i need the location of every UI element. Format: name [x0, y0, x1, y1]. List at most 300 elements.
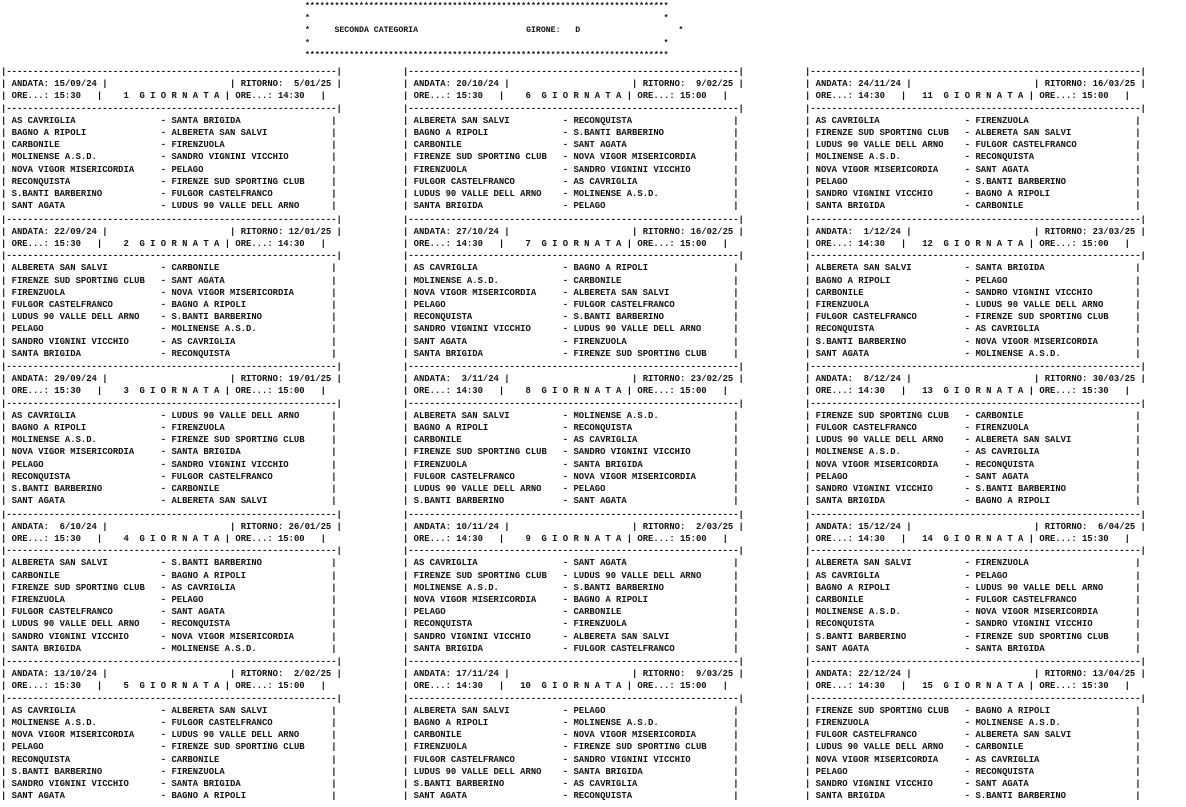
ore-ritorno-label: ORE...:	[235, 386, 273, 397]
andata-label: ANDATA:	[11, 226, 49, 237]
round-block: |--------------------------------------------------------------| | ANDATA: 27/10/24 | | RITORNO: 16/02/25 | | ORE...: 14:30 | 7 G I O R N A T A | ORE...: 15:00 | |--------------------------------------------------------------| | AS CAVRIGLIA - BAGNO A RIPOLI | | MOLINENSE A.S.D. - CARBONILE | | NOVA VIGOR MISERICORDIA - ALBERETA SAN SALVI | | PELAGO - FULGOR CASTELFRANCO | | RECONQUISTA - S.BANTI BARBERINO | | SANDRO VIGNINI VICCHIO - LUDUS 90 VALLE DELL ARNO | | SANT AGATA - FIRENZUOLA | | SANTA BRIGIDA - FIRENZE SUD SPORTING CLUB |	[403, 214, 744, 359]
ritorno-label: RITORNO:	[642, 79, 686, 90]
round-block: |--------------------------------------------------------------| | ANDATA: 1/12/24 | | RITORNO: 23/03/25 | | ORE...: 14:30 | 12 G I O R N A T A | ORE...: 15:00 | |--------------------------------------------------------------| | ALBERETA SAN SALVI - SANTA BRIGIDA | | BAGNO A RIPOLI - PELAGO | | CARBONILE - SANDRO VIGNINI VICCHIO | | FIRENZUOLA - LUDUS 90 VALLE DELL ARNO | | FULGOR CASTELFRANCO - FIRENZE SUD SPORTING CLUB | | RECONQUISTA - AS CAVRIGLIA | | S.BANTI BARBERINO - NOVA VIGOR MISERICORDIA | | SANT AGATA - MOLINENSE A.S.D. |	[805, 214, 1146, 359]
round-block: |--------------------------------------------------------------| | ANDATA: 22/12/24 | | RITORNO: 13/04/25 | | ORE...: 14:30 | 15 G I O R N A T A | ORE...: 15:30 | |--------------------------------------------------------------| | FIRENZE SUD SPORTING CLUB - BAGNO A RIPOLI | | FIRENZUOLA - MOLINENSE A.S.D. | | FULGOR CASTELFRANCO - ALBERETA SAN SALVI | | LUDUS 90 VALLE DELL ARNO - CARBONILE | | NOVA VIGOR MISERICORDIA - AS CAVRIGLIA | | PELAGO - RECONQUISTA | | SANDRO VIGNINI VICCHIO - SANT AGATA | | SANTA BRIGIDA - S.BANTI BARBERINO |	[805, 657, 1146, 802]
home-team: PELAGO	[815, 176, 848, 187]
divider-line: |--------------------------------------------------------------|	[403, 362, 744, 372]
match-row: | FIRENZUOLA - FIRENZE SUD SPORTING CLUB |	[403, 742, 739, 753]
ore-andata: 14:30	[858, 681, 885, 692]
home-team: FULGOR CASTELFRANCO	[11, 607, 113, 618]
andata-label: ANDATA:	[815, 226, 853, 237]
home-team: FIRENZE SUD SPORTING CLUB	[815, 410, 949, 421]
ore-ritorno: 15:00	[1081, 238, 1109, 249]
away-team: ALBERETA SAN SALVI	[171, 705, 268, 716]
match-row: | SANT AGATA - SANTA BRIGIDA |	[805, 643, 1141, 654]
away-team: S.BANTI BARBERINO	[573, 582, 664, 593]
home-team: RECONQUISTA	[413, 312, 473, 323]
away-team: LUDUS 90 VALLE DELL ARNO	[171, 201, 300, 212]
giornata-label: G I O R N A T A	[139, 681, 220, 692]
home-team: SANT AGATA	[11, 496, 65, 507]
away-team: PELAGO	[975, 275, 1008, 286]
divider-line: |--------------------------------------------------------------|	[805, 657, 1146, 667]
ritorno-date: 23/03/25	[1092, 226, 1136, 237]
ritorno-label: RITORNO:	[642, 374, 686, 385]
ore-ritorno-label: ORE...:	[637, 681, 675, 692]
ore-ritorno: 15:30	[1081, 533, 1109, 544]
match-row: | SANTA BRIGIDA - FIRENZE SUD SPORTING CLUB |	[403, 348, 739, 359]
ore-andata: 15:30	[54, 681, 81, 692]
home-team: SANT AGATA	[815, 643, 869, 654]
home-team: PELAGO	[815, 766, 848, 777]
ore-andata-label: ORE...:	[815, 533, 853, 544]
match-row: | MOLINENSE A.S.D. - SANDRO VIGNINI VICCHIO |	[1, 152, 337, 163]
divider-line: |--------------------------------------------------------------|	[403, 546, 744, 557]
giornata-label: G I O R N A T A	[541, 681, 622, 692]
round-number: 4	[123, 533, 129, 544]
away-team: SANDRO VIGNINI VICCHIO	[573, 164, 691, 175]
away-team: RECONQUISTA	[975, 459, 1035, 470]
away-team: CARBONILE	[171, 754, 220, 765]
andata-date: 17/11/24	[456, 669, 499, 680]
away-team: PELAGO	[171, 164, 204, 175]
andata-label: ANDATA:	[815, 79, 853, 90]
away-team: SANDRO VIGNINI VICCHIO	[573, 754, 691, 765]
home-team: LUDUS 90 VALLE DELL ARNO	[815, 435, 944, 446]
away-team: AS CAVRIGLIA	[171, 582, 236, 593]
match-row: | ALBERETA SAN SALVI - PELAGO |	[403, 705, 739, 716]
away-team: FIRENZUOLA	[171, 423, 225, 434]
away-team: PELAGO	[171, 594, 204, 605]
round-number: 7	[525, 238, 531, 249]
away-team: FIRENZUOLA	[171, 766, 225, 777]
andata-date: 27/10/24	[456, 226, 499, 237]
home-team: NOVA VIGOR MISERICORDIA	[11, 730, 135, 741]
home-team: ALBERETA SAN SALVI	[413, 115, 510, 126]
match-row: | CARBONILE - BAGNO A RIPOLI |	[1, 570, 337, 581]
andata-label: ANDATA:	[815, 521, 853, 532]
match-row: | FULGOR CASTELFRANCO - ALBERETA SAN SALVI |	[805, 730, 1141, 741]
match-row: | RECONQUISTA - AS CAVRIGLIA |	[805, 324, 1141, 335]
match-row: | NOVA VIGOR MISERICORDIA - RECONQUISTA |	[805, 459, 1141, 470]
round-number: 12	[922, 238, 933, 249]
home-team: MOLINENSE A.S.D.	[815, 152, 901, 163]
away-team: ALBERETA SAN SALVI	[573, 287, 670, 298]
home-team: CARBONILE	[413, 435, 462, 446]
home-team: FIRENZUOLA	[815, 299, 869, 310]
away-team: S.BANTI BARBERINO	[573, 312, 664, 323]
andata-label: ANDATA:	[413, 226, 451, 237]
ore-ritorno: 15:00	[277, 386, 305, 397]
away-team: SANTA BRIGIDA	[573, 766, 643, 777]
match-row: | PELAGO - MOLINENSE A.S.D. |	[1, 324, 337, 335]
away-team: MOLINENSE A.S.D.	[975, 718, 1061, 729]
ore-andata-label: ORE...:	[413, 681, 451, 692]
away-team: AS CAVRIGLIA	[573, 176, 638, 187]
match-row: | FIRENZE SUD SPORTING CLUB - BAGNO A RIPOLI |	[805, 705, 1141, 716]
andata-label: ANDATA:	[413, 374, 451, 385]
ritorno-label: RITORNO:	[1044, 669, 1088, 680]
home-team: SANDRO VIGNINI VICCHIO	[815, 779, 933, 790]
match-row: | SANDRO VIGNINI VICCHIO - NOVA VIGOR MISERICORDIA |	[1, 631, 337, 642]
away-team: SANT AGATA	[975, 779, 1029, 790]
away-team: FIRENZUOLA	[573, 619, 627, 630]
round-number: 6	[525, 91, 531, 102]
away-team: MOLINENSE A.S.D.	[975, 348, 1061, 359]
match-row: | MOLINENSE A.S.D. - FULGOR CASTELFRANCO |	[1, 718, 337, 729]
ore-andata-label: ORE...:	[11, 91, 49, 102]
rounds-column-2	[403, 66, 781, 804]
andata-label: ANDATA:	[11, 521, 49, 532]
away-team: AS CAVRIGLIA	[171, 336, 236, 347]
match-row: | FIRENZUOLA - PELAGO |	[1, 594, 337, 605]
home-team: AS CAVRIGLIA	[11, 705, 76, 716]
match-row: | ALBERETA SAN SALVI - RECONQUISTA |	[403, 115, 739, 126]
ritorno-date: 16/02/25	[690, 226, 734, 237]
home-team: MOLINENSE A.S.D.	[413, 275, 499, 286]
match-row: | RECONQUISTA - FIRENZE SUD SPORTING CLUB |	[1, 176, 337, 187]
match-row: | AS CAVRIGLIA - LUDUS 90 VALLE DELL ARNO |	[1, 410, 337, 421]
match-row: | FIRENZUOLA - NOVA VIGOR MISERICORDIA |	[1, 287, 337, 298]
giornata-label: G I O R N A T A	[943, 386, 1024, 397]
andata-label: ANDATA:	[413, 521, 451, 532]
ore-andata: 15:30	[54, 238, 81, 249]
away-team: RECONQUISTA	[171, 348, 231, 359]
match-row: | PELAGO - S.BANTI BARBERINO |	[805, 176, 1141, 187]
home-team: LUDUS 90 VALLE DELL ARNO	[815, 742, 944, 753]
home-team: RECONQUISTA	[815, 619, 875, 630]
away-team: LUDUS 90 VALLE DELL ARNO	[171, 410, 300, 421]
round-block: |--------------------------------------------------------------| | ANDATA: 20/10/24 | | RITORNO: 9/02/25 | | ORE...: 15:30 | 6 G I O R N A T A | ORE...: 15:00 | |--------------------------------------------------------------| | ALBERETA SAN SALVI - RECONQUISTA | | BAGNO A RIPOLI - S.BANTI BARBERINO | | CARBONILE - SANT AGATA | | FIRENZE SUD SPORTING CLUB - NOVA VIGOR MISERICORDIA | | FIRENZUOLA - SANDRO VIGNINI VICCHIO | | FULGOR CASTELFRANCO - AS CAVRIGLIA | | LUDUS 90 VALLE DELL ARNO - MOLINENSE A.S.D. | | SANTA BRIGIDA - PELAGO |	[403, 67, 744, 212]
match-row: | RECONQUISTA - S.BANTI BARBERINO |	[403, 312, 739, 323]
away-team: FIRENZE SUD SPORTING CLUB	[975, 631, 1109, 642]
girone-value: D	[575, 26, 581, 36]
ore-andata-label: ORE...:	[815, 386, 853, 397]
andata-date: 1/12/24	[863, 226, 901, 237]
match-row: | CARBONILE - NOVA VIGOR MISERICORDIA |	[403, 730, 739, 741]
home-team: RECONQUISTA	[413, 619, 473, 630]
away-team: BAGNO A RIPOLI	[171, 791, 247, 802]
home-team: SANTA BRIGIDA	[413, 643, 483, 654]
ritorno-date: 9/03/25	[695, 669, 734, 680]
home-team: AS CAVRIGLIA	[11, 115, 76, 126]
match-row: | RECONQUISTA - SANDRO VIGNINI VICCHIO |	[805, 619, 1141, 630]
andata-label: ANDATA:	[413, 79, 451, 90]
divider-line: |--------------------------------------------------------------|	[805, 398, 1146, 409]
andata-date: 6/10/24	[59, 521, 97, 532]
away-team: FIRENZUOLA	[975, 558, 1029, 569]
away-team: FULGOR CASTELFRANCO	[573, 643, 675, 654]
ore-ritorno-label: ORE...:	[637, 91, 675, 102]
home-team: ALBERETA SAN SALVI	[11, 558, 108, 569]
away-team: FULGOR CASTELFRANCO	[171, 189, 273, 200]
home-team: SANTA BRIGIDA	[413, 348, 483, 359]
away-team: CARBONILE	[975, 742, 1024, 753]
away-team: SANT AGATA	[975, 164, 1029, 175]
away-team: SANDRO VIGNINI VICCHIO	[975, 287, 1093, 298]
ritorno-label: RITORNO:	[642, 226, 686, 237]
banner-border-top: **************************************************************************	[305, 2, 669, 11]
ore-andata-label: ORE...:	[11, 238, 49, 249]
away-team: SANT AGATA	[573, 140, 627, 151]
ritorno-label: RITORNO:	[1044, 521, 1088, 532]
ore-andata-label: ORE...:	[815, 91, 853, 102]
match-row: | SANTA BRIGIDA - RECONQUISTA |	[1, 348, 337, 359]
match-row: | SANTA BRIGIDA - MOLINENSE A.S.D. |	[1, 643, 337, 654]
home-team: SANTA BRIGIDA	[11, 643, 81, 654]
round-block: |--------------------------------------------------------------| | ANDATA: 8/12/24 | | RITORNO: 30/03/25 | | ORE...: 14:30 | 13 G I O R N A T A | ORE...: 15:30 | |--------------------------------------------------------------| | FIRENZE SUD SPORTING CLUB - CARBONILE | | FULGOR CASTELFRANCO - FIRENZUOLA | | LUDUS 90 VALLE DELL ARNO - ALBERETA SAN SALVI | | MOLINENSE A.S.D. - AS CAVRIGLIA | | NOVA VIGOR MISERICORDIA - RECONQUISTA | | PELAGO - SANT AGATA | | SANDRO VIGNINI VICCHIO - S.BANTI BARBERINO | | SANTA BRIGIDA - BAGNO A RIPOLI |	[805, 362, 1146, 507]
away-team: SANTA BRIGIDA	[171, 447, 241, 458]
match-row: | LUDUS 90 VALLE DELL ARNO - S.BANTI BARBERINO |	[1, 312, 337, 323]
ore-andata: 14:30	[858, 533, 885, 544]
round-block: |--------------------------------------------------------------| | ANDATA: 15/12/24 | | RITORNO: 6/04/25 | | ORE...: 14:30 | 14 G I O R N A T A | ORE...: 15:30 | |--------------------------------------------------------------| | ALBERETA SAN SALVI - FIRENZUOLA | | AS CAVRIGLIA - PELAGO | | BAGNO A RIPOLI - LUDUS 90 VALLE DELL ARNO | | CARBONILE - FULGOR CASTELFRANCO | | MOLINENSE A.S.D. - NOVA VIGOR MISERICORDIA | | RECONQUISTA - SANDRO VIGNINI VICCHIO | | S.BANTI BARBERINO - FIRENZE SUD SPORTING CLUB | | SANT AGATA - SANTA BRIGIDA |	[805, 509, 1146, 654]
round-number: 3	[123, 386, 129, 397]
round-number: 9	[525, 533, 531, 544]
match-row: | FIRENZE SUD SPORTING CLUB - SANDRO VIGNINI VICCHIO |	[403, 447, 739, 458]
home-team: RECONQUISTA	[815, 324, 875, 335]
home-team: MOLINENSE A.S.D.	[11, 718, 97, 729]
match-row: | FIRENZUOLA - SANDRO VIGNINI VICCHIO |	[403, 164, 739, 175]
home-team: BAGNO A RIPOLI	[413, 128, 489, 139]
away-team: RECONQUISTA	[573, 423, 633, 434]
away-team: MOLINENSE A.S.D.	[573, 718, 659, 729]
divider-line: |--------------------------------------------------------------|	[1, 509, 342, 520]
ore-andata-label: ORE...:	[11, 533, 49, 544]
divider-line: |--------------------------------------------------------------|	[1, 251, 342, 262]
ritorno-date: 23/02/25	[690, 374, 734, 385]
away-team: SANDRO VIGNINI VICCHIO	[975, 619, 1093, 630]
header-banner: ************************************************************************** * * * SECONDA CATEGORIA GIRONE: D * * * **************************************************************************	[305, 2, 684, 60]
round-block: |--------------------------------------------------------------| | ANDATA: 22/09/24 | | RITORNO: 12/01/25 | | ORE...: 15:30 | 2 G I O R N A T A | ORE...: 14:30 | |--------------------------------------------------------------| | ALBERETA SAN SALVI - CARBONILE | | FIRENZE SUD SPORTING CLUB - SANT AGATA | | FIRENZUOLA - NOVA VIGOR MISERICORDIA | | FULGOR CASTELFRANCO - BAGNO A RIPOLI | | LUDUS 90 VALLE DELL ARNO - S.BANTI BARBERINO | | PELAGO - MOLINENSE A.S.D. | | SANDRO VIGNINI VICCHIO - AS CAVRIGLIA | | SANTA BRIGIDA - RECONQUISTA |	[1, 214, 342, 359]
match-row: | NOVA VIGOR MISERICORDIA - ALBERETA SAN SALVI |	[403, 287, 739, 298]
match-row: | NOVA VIGOR MISERICORDIA - BAGNO A RIPOLI |	[403, 594, 739, 605]
away-team: NOVA VIGOR MISERICORDIA	[573, 471, 696, 482]
away-team: SANDRO VIGNINI VICCHIO	[171, 459, 289, 470]
divider-line: |--------------------------------------------------------------|	[805, 67, 1146, 77]
match-row: | MOLINENSE A.S.D. - FIRENZE SUD SPORTING CLUB |	[1, 435, 337, 446]
away-team: CARBONILE	[975, 410, 1024, 421]
match-row: | PELAGO - FIRENZE SUD SPORTING CLUB |	[1, 742, 337, 753]
match-row: | PELAGO - RECONQUISTA |	[805, 766, 1141, 777]
away-team: LUDUS 90 VALLE DELL ARNO	[975, 582, 1104, 593]
home-team: SANT AGATA	[11, 201, 65, 212]
round-block: |--------------------------------------------------------------| | ANDATA: 17/11/24 | | RITORNO: 9/03/25 | | ORE...: 14:30 | 10 G I O R N A T A | ORE...: 15:00 | |--------------------------------------------------------------| | ALBERETA SAN SALVI - PELAGO | | BAGNO A RIPOLI - MOLINENSE A.S.D. | | CARBONILE - NOVA VIGOR MISERICORDIA | | FIRENZUOLA - FIRENZE SUD SPORTING CLUB | | FULGOR CASTELFRANCO - SANDRO VIGNINI VICCHIO | | LUDUS 90 VALLE DELL ARNO - SANTA BRIGIDA | | S.BANTI BARBERINO - AS CAVRIGLIA | | SANT AGATA - RECONQUISTA |	[403, 657, 744, 802]
away-team: LUDUS 90 VALLE DELL ARNO	[171, 730, 300, 741]
away-team: SANT AGATA	[975, 471, 1029, 482]
divider-line: |--------------------------------------------------------------|	[403, 67, 744, 77]
match-row: | LUDUS 90 VALLE DELL ARNO - CARBONILE |	[805, 742, 1141, 753]
home-team: BAGNO A RIPOLI	[413, 718, 489, 729]
ore-andata: 15:30	[456, 91, 483, 102]
match-row: | FIRENZE SUD SPORTING CLUB - SANT AGATA |	[1, 275, 337, 286]
ore-andata: 14:30	[858, 386, 885, 397]
home-team: SANDRO VIGNINI VICCHIO	[815, 484, 933, 495]
match-row: | FULGOR CASTELFRANCO - NOVA VIGOR MISERICORDIA |	[403, 471, 739, 482]
ritorno-label: RITORNO:	[240, 226, 284, 237]
match-row: | FIRENZE SUD SPORTING CLUB - AS CAVRIGLIA |	[1, 582, 337, 593]
away-team: FIRENZE SUD SPORTING CLUB	[573, 348, 707, 359]
match-row: | MOLINENSE A.S.D. - CARBONILE |	[403, 275, 739, 286]
away-team: BAGNO A RIPOLI	[975, 189, 1050, 200]
andata-date: 22/12/24	[858, 669, 901, 680]
round-block: |--------------------------------------------------------------| | ANDATA: 3/11/24 | | RITORNO: 23/02/25 | | ORE...: 14:30 | 8 G I O R N A T A | ORE...: 15:00 | |--------------------------------------------------------------| | ALBERETA SAN SALVI - MOLINENSE A.S.D. | | BAGNO A RIPOLI - RECONQUISTA | | CARBONILE - AS CAVRIGLIA | | FIRENZE SUD SPORTING CLUB - SANDRO VIGNINI VICCHIO | | FIRENZUOLA - SANTA BRIGIDA | | FULGOR CASTELFRANCO - NOVA VIGOR MISERICORDIA | | LUDUS 90 VALLE DELL ARNO - PELAGO | | S.BANTI BARBERINO - SANT AGATA |	[403, 362, 744, 507]
away-team: ALBERETA SAN SALVI	[171, 496, 268, 507]
home-team: SANTA BRIGIDA	[815, 791, 885, 802]
ore-andata-label: ORE...:	[413, 386, 451, 397]
away-team: FULGOR CASTELFRANCO	[171, 718, 273, 729]
divider-line: |--------------------------------------------------------------|	[805, 214, 1146, 225]
away-team: LUDUS 90 VALLE DELL ARNO	[573, 324, 702, 335]
match-row: | BAGNO A RIPOLI - ALBERETA SAN SALVI |	[1, 128, 337, 139]
ritorno-date: 30/03/25	[1092, 374, 1136, 385]
rounds-column-3	[805, 66, 1183, 804]
ore-ritorno: 15:00	[679, 681, 707, 692]
match-row: | SANT AGATA - MOLINENSE A.S.D. |	[805, 348, 1141, 359]
match-row: | SANDRO VIGNINI VICCHIO - SANTA BRIGIDA |	[1, 779, 337, 790]
match-row: | AS CAVRIGLIA - FIRENZUOLA |	[805, 115, 1141, 126]
away-team: SANT AGATA	[573, 496, 627, 507]
round-number: 1	[123, 91, 129, 102]
divider-line: |--------------------------------------------------------------|	[1, 398, 342, 409]
home-team: CARBONILE	[11, 570, 60, 581]
divider-line: |--------------------------------------------------------------|	[403, 509, 744, 520]
andata-date: 3/11/24	[461, 374, 499, 385]
home-team: MOLINENSE A.S.D.	[815, 447, 901, 458]
away-team: PELAGO	[573, 484, 606, 495]
away-team: AS CAVRIGLIA	[975, 324, 1040, 335]
home-team: ALBERETA SAN SALVI	[815, 263, 912, 274]
divider-line: |--------------------------------------------------------------|	[403, 251, 744, 262]
away-team: SANDRO VIGNINI VICCHIO	[573, 447, 691, 458]
home-team: FIRENZUOLA	[413, 742, 467, 753]
match-row: | SANDRO VIGNINI VICCHIO - LUDUS 90 VALLE DELL ARNO |	[403, 324, 739, 335]
away-team: RECONQUISTA	[975, 766, 1035, 777]
ritorno-date: 13/04/25	[1092, 669, 1136, 680]
away-team: CARBONILE	[171, 263, 220, 274]
home-team: SANT AGATA	[413, 336, 467, 347]
match-row: | PELAGO - FULGOR CASTELFRANCO |	[403, 299, 739, 310]
away-team: AS CAVRIGLIA	[573, 779, 638, 790]
away-team: S.BANTI BARBERINO	[171, 558, 262, 569]
home-team: SANT AGATA	[413, 791, 467, 802]
home-team: S.BANTI BARBERINO	[11, 484, 103, 495]
home-team: BAGNO A RIPOLI	[11, 423, 87, 434]
ritorno-label: RITORNO:	[1044, 226, 1088, 237]
divider-line: |--------------------------------------------------------------|	[805, 546, 1146, 557]
giornata-label: G I O R N A T A	[943, 681, 1024, 692]
round-block: |--------------------------------------------------------------| | ANDATA: 24/11/24 | | RITORNO: 16/03/25 | | ORE...: 14:30 | 11 G I O R N A T A | ORE...: 15:00 | |--------------------------------------------------------------| | AS CAVRIGLIA - FIRENZUOLA | | FIRENZE SUD SPORTING CLUB - ALBERETA SAN SALVI | | LUDUS 90 VALLE DELL ARNO - FULGOR CASTELFRANCO | | MOLINENSE A.S.D. - RECONQUISTA | | NOVA VIGOR MISERICORDIA - SANT AGATA | | PELAGO - S.BANTI BARBERINO | | SANDRO VIGNINI VICCHIO - BAGNO A RIPOLI | | SANTA BRIGIDA - CARBONILE |	[805, 67, 1146, 212]
home-team: SANDRO VIGNINI VICCHIO	[11, 631, 129, 642]
home-team: NOVA VIGOR MISERICORDIA	[815, 459, 939, 470]
ritorno-date: 9/02/25	[695, 79, 734, 90]
ore-andata: 15:30	[54, 386, 81, 397]
ritorno-date: 2/02/25	[293, 669, 332, 680]
ore-ritorno: 15:00	[277, 681, 305, 692]
home-team: FIRENZE SUD SPORTING CLUB	[815, 705, 949, 716]
divider-line: |--------------------------------------------------------------|	[403, 103, 744, 114]
giornata-label: G I O R N A T A	[139, 91, 220, 102]
home-team: PELAGO	[11, 742, 44, 753]
match-row: | LUDUS 90 VALLE DELL ARNO - PELAGO |	[403, 484, 739, 495]
home-team: BAGNO A RIPOLI	[413, 423, 489, 434]
ore-andata: 14:30	[456, 238, 483, 249]
away-team: RECONQUISTA	[573, 791, 633, 802]
ore-ritorno: 15:30	[1081, 386, 1109, 397]
match-row: | SANDRO VIGNINI VICCHIO - ALBERETA SAN SALVI |	[403, 631, 739, 642]
round-number: 10	[520, 681, 531, 692]
home-team: ALBERETA SAN SALVI	[815, 558, 912, 569]
ore-andata-label: ORE...:	[815, 238, 853, 249]
ore-ritorno-label: ORE...:	[1039, 91, 1077, 102]
match-row: | NOVA VIGOR MISERICORDIA - PELAGO |	[1, 164, 337, 175]
ore-ritorno-label: ORE...:	[235, 681, 273, 692]
away-team: SANT AGATA	[171, 275, 225, 286]
giornata-label: G I O R N A T A	[139, 386, 220, 397]
home-team: CARBONILE	[413, 140, 462, 151]
away-team: FIRENZUOLA	[573, 336, 627, 347]
ore-ritorno: 14:30	[277, 238, 305, 249]
giornata-label: G I O R N A T A	[541, 91, 622, 102]
divider-line: |--------------------------------------------------------------|	[403, 398, 744, 409]
andata-date: 29/09/24	[54, 374, 97, 385]
ore-andata-label: ORE...:	[11, 386, 49, 397]
away-team: BAGNO A RIPOLI	[573, 594, 648, 605]
away-team: CARBONILE	[573, 607, 622, 618]
match-row: | FIRENZE SUD SPORTING CLUB - LUDUS 90 VALLE DELL ARNO |	[403, 570, 739, 581]
home-team: FULGOR CASTELFRANCO	[413, 176, 515, 187]
ore-ritorno: 14:30	[277, 91, 305, 102]
match-row: | ALBERETA SAN SALVI - CARBONILE |	[1, 263, 337, 274]
home-team: FIRENZUOLA	[815, 718, 869, 729]
away-team: ALBERETA SAN SALVI	[171, 128, 268, 139]
away-team: MOLINENSE A.S.D.	[171, 324, 257, 335]
divider-line: |--------------------------------------------------------------|	[403, 214, 744, 225]
home-team: CARBONILE	[413, 730, 462, 741]
home-team: PELAGO	[11, 324, 44, 335]
match-row: | FULGOR CASTELFRANCO - SANT AGATA |	[1, 607, 337, 618]
home-team: AS CAVRIGLIA	[815, 570, 880, 581]
round-number: 11	[922, 91, 933, 102]
match-row: | SANDRO VIGNINI VICCHIO - AS CAVRIGLIA |	[1, 336, 337, 347]
away-team: BAGNO A RIPOLI	[171, 299, 247, 310]
away-team: SANDRO VIGNINI VICCHIO	[171, 152, 289, 163]
home-team: SANDRO VIGNINI VICCHIO	[413, 631, 531, 642]
match-row: | FIRENZUOLA - LUDUS 90 VALLE DELL ARNO |	[805, 299, 1141, 310]
ore-ritorno-label: ORE...:	[637, 386, 675, 397]
andata-date: 13/10/24	[54, 669, 97, 680]
banner-border-side: * *	[305, 38, 669, 48]
away-team: FIRENZUOLA	[975, 423, 1029, 434]
match-row: | FULGOR CASTELFRANCO - FIRENZE SUD SPORTING CLUB |	[805, 312, 1141, 323]
home-team: NOVA VIGOR MISERICORDIA	[815, 164, 939, 175]
match-row: | FULGOR CASTELFRANCO - AS CAVRIGLIA |	[403, 176, 739, 187]
match-row: | FULGOR CASTELFRANCO - SANDRO VIGNINI VICCHIO |	[403, 754, 739, 765]
home-team: FIRENZUOLA	[413, 164, 467, 175]
home-team: ALBERETA SAN SALVI	[413, 705, 510, 716]
match-row: | ALBERETA SAN SALVI - MOLINENSE A.S.D. |	[403, 410, 739, 421]
away-team: S.BANTI BARBERINO	[975, 484, 1066, 495]
home-team: SANT AGATA	[11, 791, 65, 802]
ritorno-date: 19/01/25	[288, 374, 332, 385]
ritorno-label: RITORNO:	[642, 521, 686, 532]
andata-date: 15/12/24	[858, 521, 901, 532]
divider-line: |--------------------------------------------------------------|	[1, 693, 342, 704]
match-row: | RECONQUISTA - FIRENZUOLA |	[403, 619, 739, 630]
away-team: RECONQUISTA	[573, 115, 633, 126]
home-team: RECONQUISTA	[11, 176, 71, 187]
ore-ritorno-label: ORE...:	[235, 238, 273, 249]
match-row: | CARBONILE - FIRENZUOLA |	[1, 140, 337, 151]
match-row: | S.BANTI BARBERINO - CARBONILE |	[1, 484, 337, 495]
